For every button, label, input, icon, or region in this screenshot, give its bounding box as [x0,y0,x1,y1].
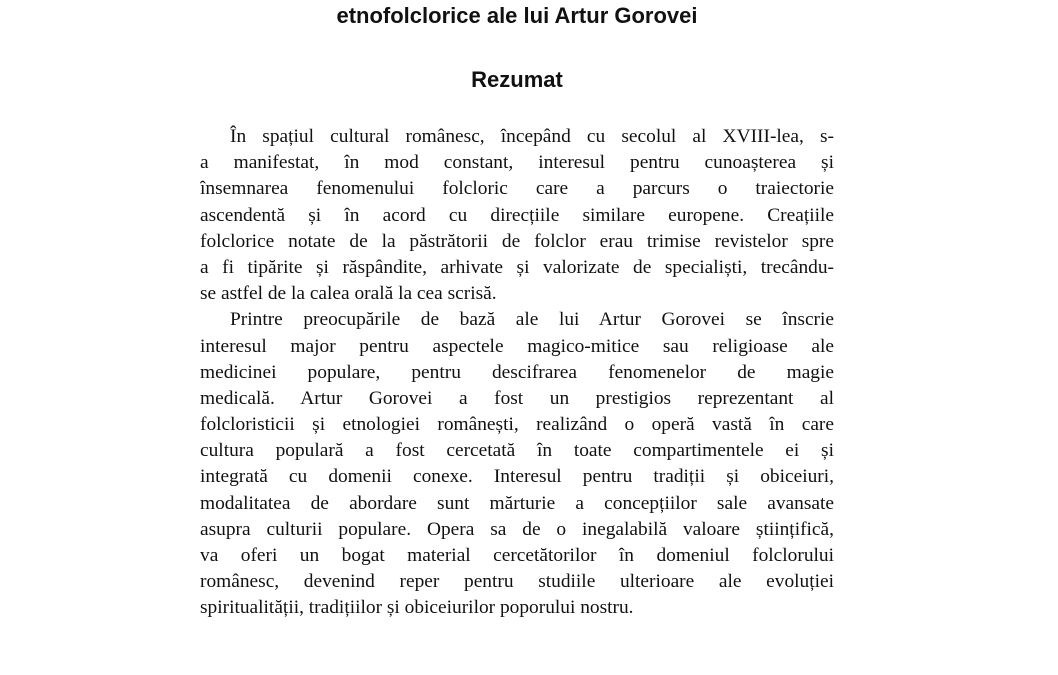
text-line: integrată cu domenii conexe. Interesul pentru tradiții și obiceiuri, [200,466,834,488]
text-line: folcloristicii și etnologiei românești, realizând o operă vastă în care [200,414,834,436]
text-line: În spațiul cultural românesc, începând cu secolul al XVIII-lea, s- [230,126,834,147]
text-line: însemnarea fenomenului folcloric care a parcurs o traiectorie [200,178,834,200]
paragraph-1 [200,124,834,307]
text-line: medicinei populare, pentru descifrarea fenomenelor de magie [200,361,834,383]
text-line: modalitatea de abordare sunt mărturie a concepțiilor sale avansate [200,492,834,514]
text-line: va oferi un bogat material cercetătorilor în domeniul folclorului [200,545,834,566]
abstract-body [200,124,834,622]
text-line: a fi tipărite și răspândite, arhivate și valorizate de specialiști, trecându- [200,256,834,278]
abstract-heading: Rezumat [471,67,563,92]
text-line: spiritualității, tradițiilor și obiceiurilor poporului nostru. [200,597,634,619]
paragraph-2 [200,307,834,621]
text-line: a manifestat, în mod constant, interesul pentru cunoașterea și [200,152,834,174]
text-line: interesul major pentru aspectele magico-mitice sau religioase ale [200,335,834,357]
text-line: folclorice notate de la păstrătorii de folclor erau trimise revistelor spre [200,230,834,252]
text-line: asupra culturii populare. Opera sa de o inegalabilă valoare științifică, [200,518,834,540]
text-line: ascendentă și în acord cu direcțiile similare europene. Creațiile [200,204,834,226]
text-line: cultura populară a fost cercetată în toate compartimentele ei și [200,440,834,462]
text-line: românesc, devenind reper pentru studiile ulterioare ale evoluției [200,571,834,593]
text-line: se astfel de la calea orală la cea scrisă. [200,283,497,305]
text-line: Printre preocupările de bază ale lui Artur Gorovei se înscrie [230,309,834,331]
title-line: etnofolclorice ale lui Artur Gorovei [336,3,698,28]
text-line: medicală. Artur Gorovei a fost un prestigios reprezentant al [200,387,834,409]
